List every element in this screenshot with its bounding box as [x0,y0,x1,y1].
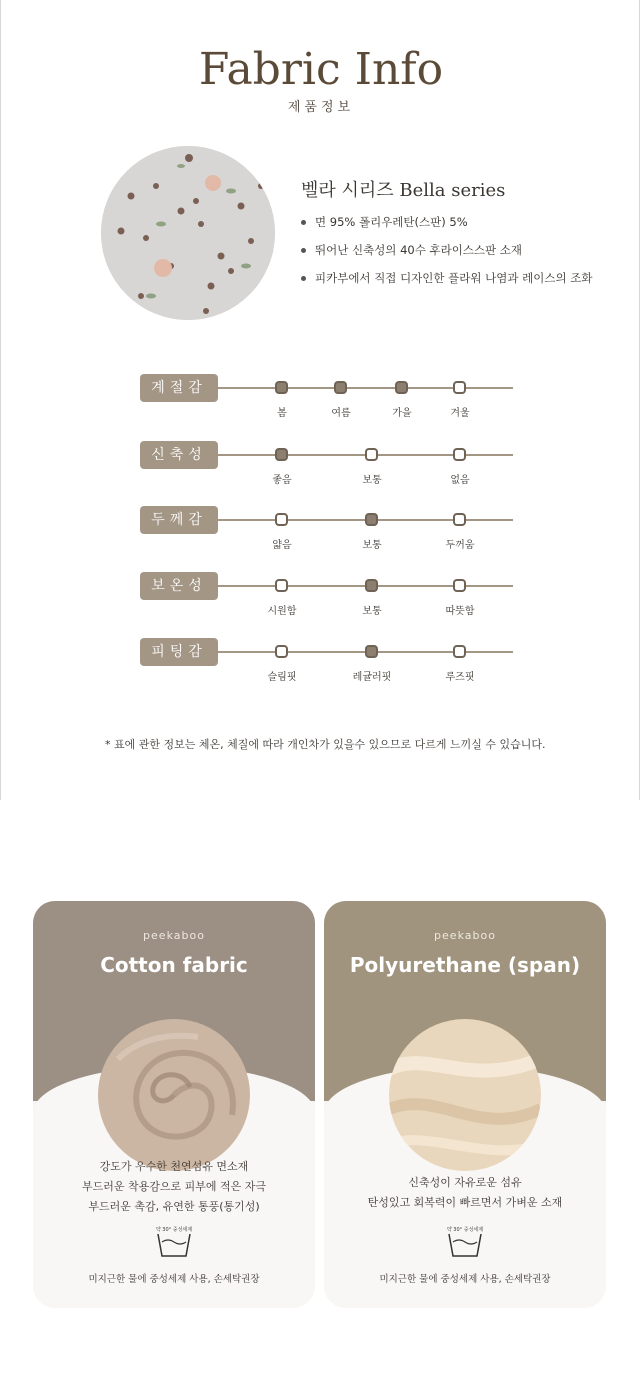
rating-option-label: 봄 [277,408,287,419]
page-subtitle: 제품정보 [287,100,355,115]
card-title: Polyurethane (span) [349,953,581,977]
rating-option-label: 보통 [362,606,382,617]
fabric-card-cotton [33,901,315,1308]
rating-option-label: 없음 [450,475,470,486]
feature-list [301,214,592,298]
card-description-line: 강도가 우수한 천연섬유 면소재 [99,1160,249,1173]
rating-label: 두께감 [140,506,218,534]
rating-option-label: 얇음 [272,540,292,551]
fabric-card-polyurethane [324,901,606,1308]
rating-dot [365,448,378,461]
rating-option-label: 슬림핏 [267,672,297,683]
rating-row-season [1,374,640,424]
rating-dot [453,645,466,658]
care-instructions: 미지근한 물에 중성세제 사용, 손세탁권장 [88,1274,260,1285]
hand-wash-icon [445,1224,485,1260]
care-instructions: 미지근한 물에 중성세제 사용, 손세탁권장 [379,1274,551,1285]
rating-dot [275,645,288,658]
card-description-line: 신축성이 자유로운 섬유 [408,1176,522,1189]
rating-row-warmth [1,572,640,622]
page-title: Fabric Info [198,44,444,95]
rating-option-label: 좋음 [272,475,292,486]
rating-option-label: 두꺼움 [445,540,475,551]
card-title: Cotton fabric [100,953,248,977]
series-title: 벨라 시리즈 Bella series [301,180,506,201]
rating-label: 신축성 [140,441,218,469]
rating-option-label: 따뜻함 [445,606,475,617]
rating-option-label: 겨울 [450,408,470,419]
rating-row-thickness [1,506,640,556]
card-description [33,1157,315,1217]
rating-dot [365,645,378,658]
rating-dot-winter [453,381,466,394]
card-description [324,1173,606,1213]
rating-dot [275,513,288,526]
rating-dot [453,579,466,592]
rating-dot-spring [275,381,288,394]
rating-option-label: 루즈핏 [445,672,475,683]
rating-option-label: 보통 [362,540,382,551]
rating-line [218,387,513,389]
card-description-line: 탄성있고 회복력이 빠르면서 가벼운 소재 [367,1196,563,1209]
rating-label: 보온성 [140,572,218,600]
disclaimer-note: * 표에 관한 정보는 체온, 체질에 따라 개인차가 있을수 있으므로 다르게 느끼실 수 있습니다. [105,738,546,751]
wash-icon-label: 약 30° 중성세제 [155,1227,193,1233]
rating-option-label: 레귤러핏 [352,672,392,683]
fabric-swatch-image [101,146,275,320]
rating-dot [453,448,466,461]
rating-option-label: 가을 [392,408,412,419]
rating-dot [365,513,378,526]
rating-dot-autumn [395,381,408,394]
feature-item: 면 95% 폴리우레탄(스판) 5% [301,214,592,242]
card-description-line: 부드러운 착용감으로 피부에 적은 자극 [81,1180,266,1193]
feature-item: 뛰어난 신축성의 40수 후라이스스판 소재 [301,242,592,270]
rating-dot-summer [334,381,347,394]
card-description-line: 부드러운 촉감, 유연한 통풍(통기성) [88,1200,260,1213]
rating-row-fit [1,638,640,688]
feature-item: 피카부에서 직접 디자인한 플라워 나염과 레이스의 조화 [301,270,592,298]
rating-dot [365,579,378,592]
brand-logo: peekaboo [143,929,205,942]
cotton-fabric-image [98,1019,250,1171]
rating-option-label: 여름 [331,408,351,419]
rating-row-stretch [1,441,640,491]
rating-label: 피팅감 [140,638,218,666]
rating-option-label: 시원함 [267,606,297,617]
rating-dot [275,579,288,592]
wash-icon-label: 약 30° 중성세제 [446,1227,484,1233]
rating-dot [453,513,466,526]
rating-dot [275,448,288,461]
rating-option-label: 보통 [362,475,382,486]
rating-label: 계절감 [140,374,218,402]
brand-logo: peekaboo [434,929,496,942]
hand-wash-icon [154,1224,194,1260]
span-fabric-image [389,1019,541,1171]
